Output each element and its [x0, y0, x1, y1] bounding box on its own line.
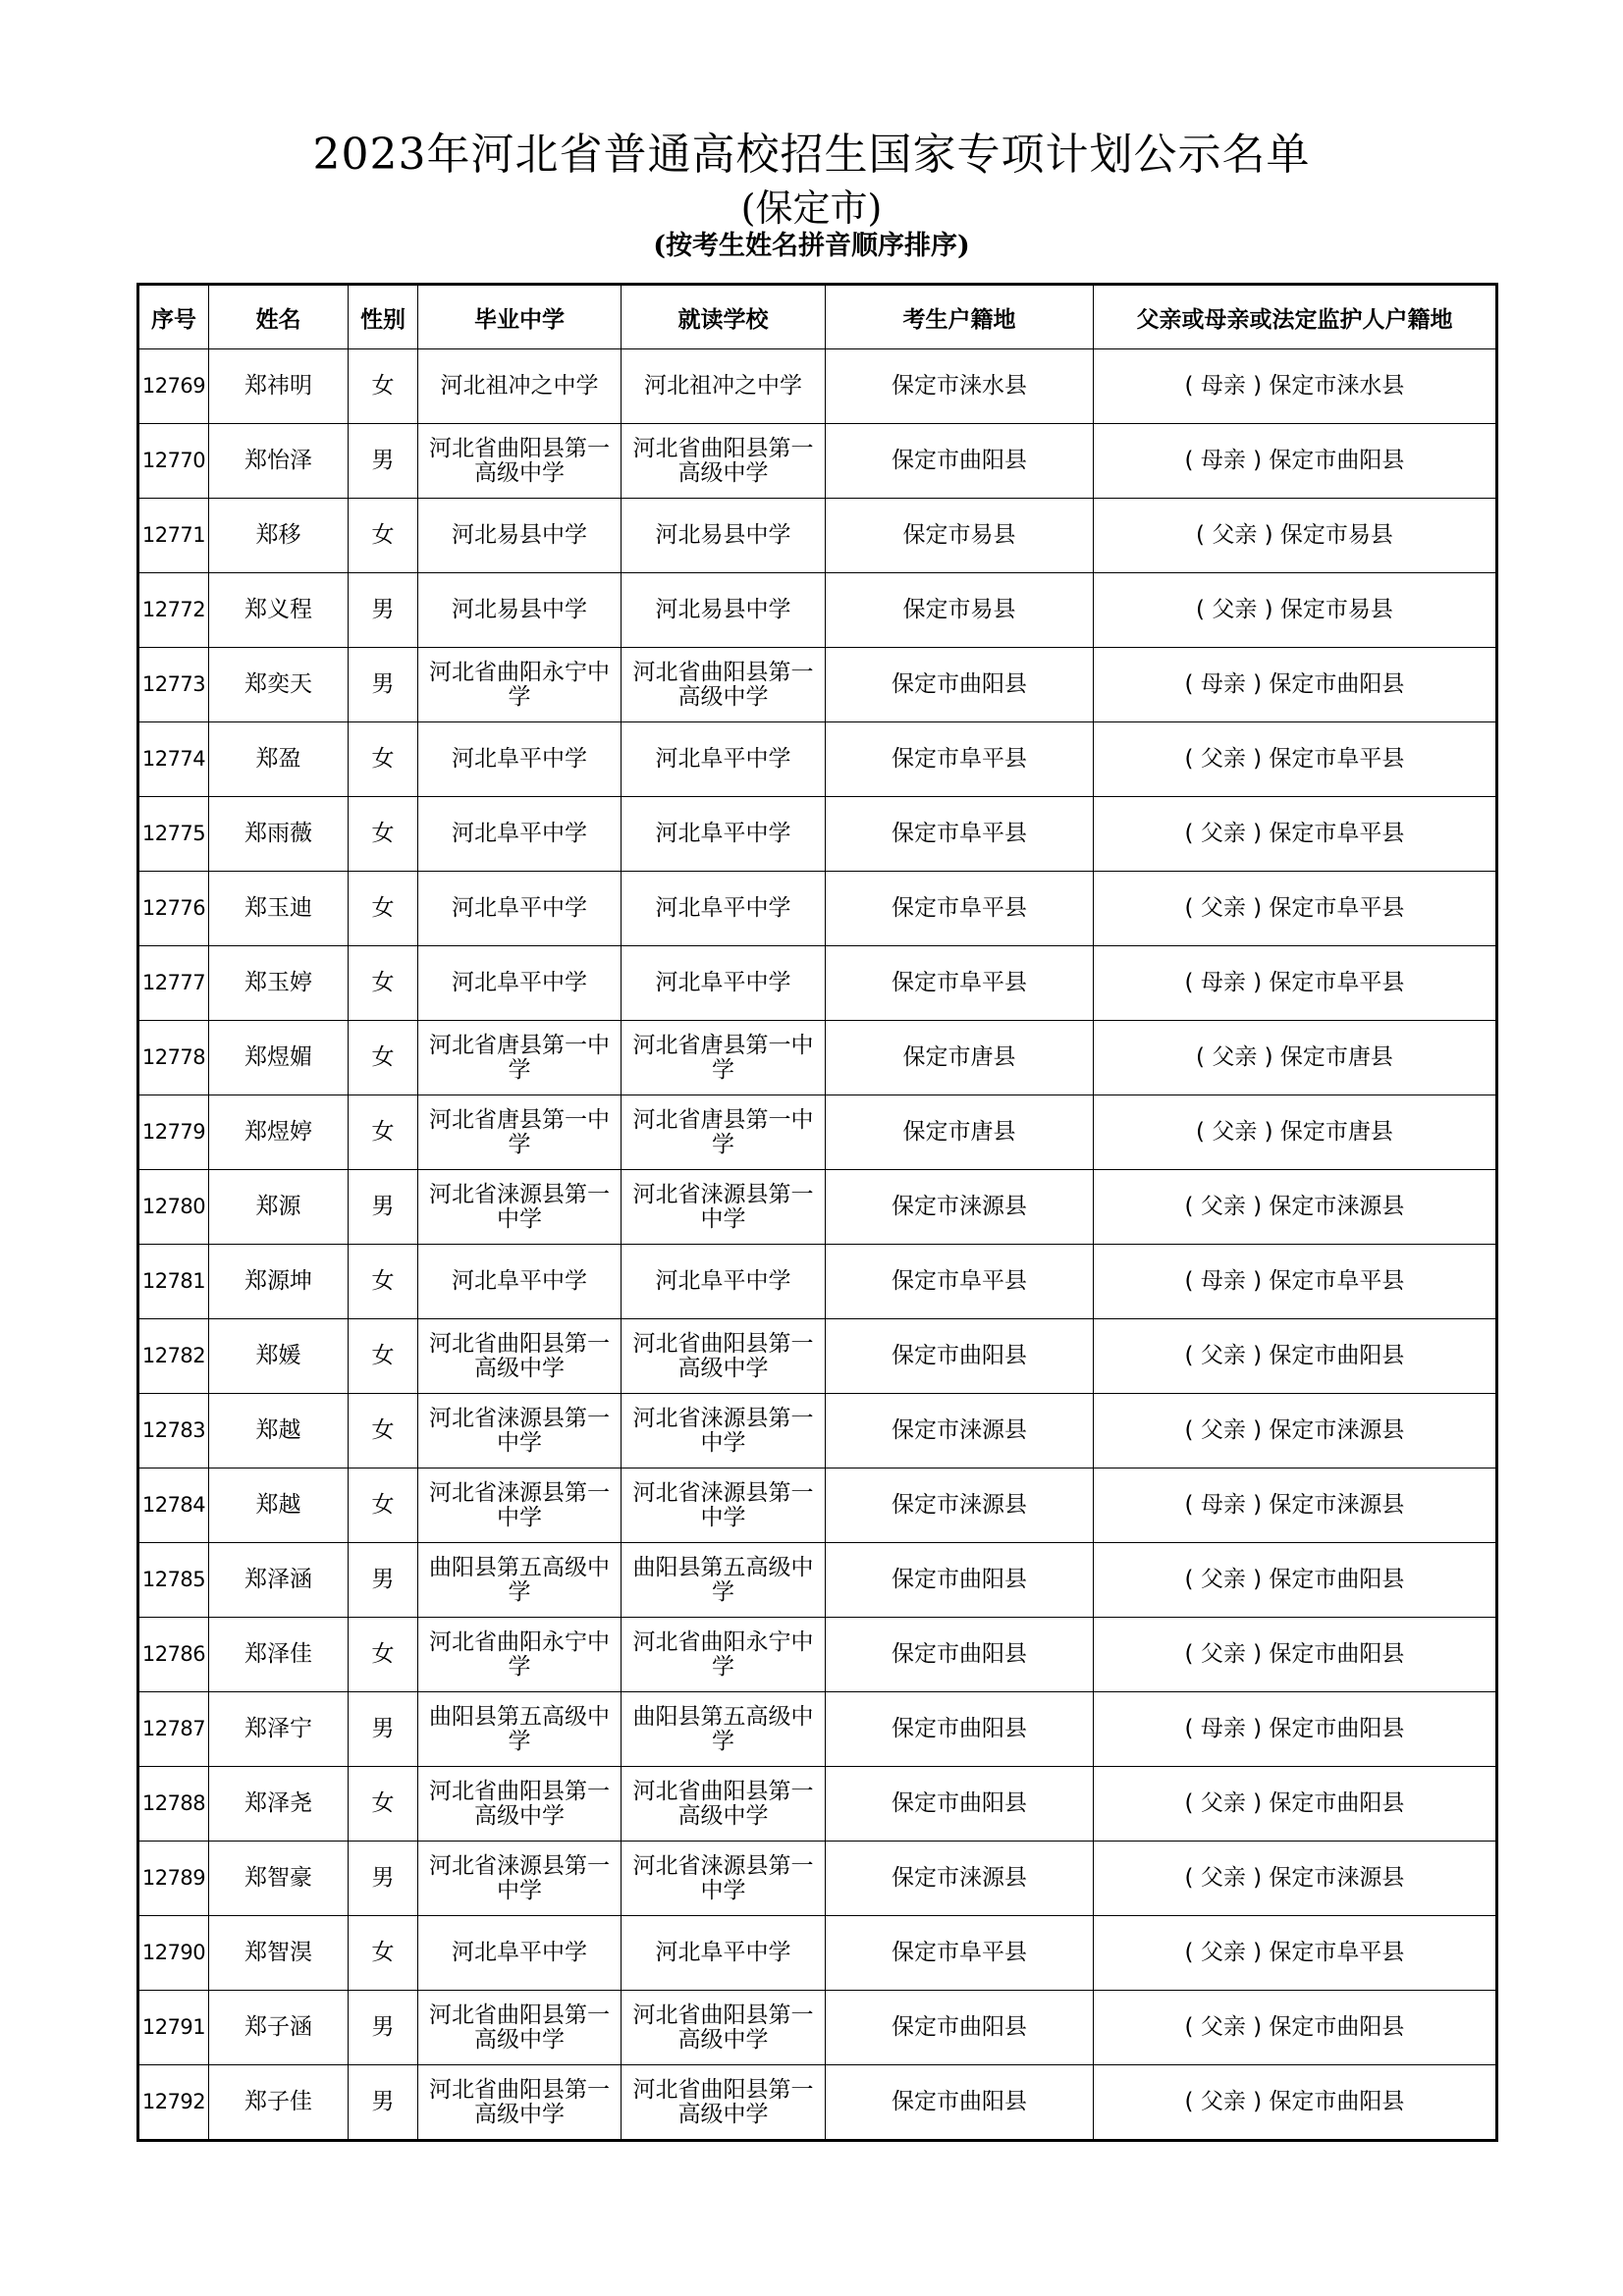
cell-guardian-residence: ( 父亲 ) 保定市易县: [1094, 573, 1497, 648]
table-row: [138, 872, 1497, 946]
cell-name: 郑雨薇: [209, 797, 349, 872]
cell-name: 郑泽宁: [209, 1692, 349, 1767]
cell-seq: 12787: [138, 1692, 209, 1767]
cell-seq: 12781: [138, 1245, 209, 1319]
cell-seq: 12772: [138, 573, 209, 648]
cell-gender: 女: [349, 1767, 418, 1842]
cell-residence: 保定市曲阳县: [826, 1692, 1094, 1767]
header-residence: 考生户籍地: [826, 285, 1094, 349]
cell-residence: 保定市阜平县: [826, 872, 1094, 946]
cell-residence: 保定市涞源县: [826, 1842, 1094, 1916]
cell-residence: 保定市阜平县: [826, 797, 1094, 872]
table-row: [138, 1767, 1497, 1842]
cell-study-school: 河北易县中学: [622, 499, 826, 573]
cell-name: 郑移: [209, 499, 349, 573]
cell-guardian-residence: ( 母亲 ) 保定市涞源县: [1094, 1468, 1497, 1543]
cell-residence: 保定市阜平县: [826, 946, 1094, 1021]
table-row: [138, 648, 1497, 722]
table-row: [138, 1618, 1497, 1692]
cell-study-school: 河北省涞源县第一中学: [622, 1170, 826, 1245]
cell-guardian-residence: ( 父亲 ) 保定市涞源县: [1094, 1170, 1497, 1245]
cell-residence: 保定市曲阳县: [826, 1543, 1094, 1618]
cell-grad-school: 曲阳县第五高级中学: [418, 1692, 622, 1767]
cell-seq: 12777: [138, 946, 209, 1021]
table-row: [138, 1543, 1497, 1618]
cell-grad-school: 河北省曲阳县第一高级中学: [418, 1319, 622, 1394]
cell-grad-school: 河北阜平中学: [418, 1245, 622, 1319]
cell-gender: 女: [349, 1916, 418, 1991]
cell-grad-school: 河北省唐县第一中学: [418, 1021, 622, 1095]
cell-grad-school: 河北省曲阳永宁中学: [418, 648, 622, 722]
cell-study-school: 曲阳县第五高级中学: [622, 1692, 826, 1767]
cell-guardian-residence: ( 父亲 ) 保定市曲阳县: [1094, 1543, 1497, 1618]
cell-gender: 女: [349, 1468, 418, 1543]
table-row: [138, 797, 1497, 872]
table-row: [138, 1095, 1497, 1170]
cell-study-school: 河北省涞源县第一中学: [622, 1468, 826, 1543]
table-header-row: [138, 285, 1497, 349]
cell-grad-school: 河北省涞源县第一中学: [418, 1170, 622, 1245]
cell-guardian-residence: ( 父亲 ) 保定市阜平县: [1094, 797, 1497, 872]
cell-guardian-residence: ( 父亲 ) 保定市曲阳县: [1094, 1618, 1497, 1692]
cell-grad-school: 河北祖冲之中学: [418, 349, 622, 424]
cell-study-school: 河北省唐县第一中学: [622, 1021, 826, 1095]
cell-study-school: 河北省曲阳县第一高级中学: [622, 1319, 826, 1394]
cell-name: 郑泽涵: [209, 1543, 349, 1618]
cell-study-school: 河北省曲阳县第一高级中学: [622, 1767, 826, 1842]
cell-name: 郑子涵: [209, 1991, 349, 2065]
cell-seq: 12791: [138, 1991, 209, 2065]
cell-study-school: 河北阜平中学: [622, 797, 826, 872]
table-row: [138, 946, 1497, 1021]
cell-study-school: 河北省曲阳县第一高级中学: [622, 424, 826, 499]
table-row: [138, 1916, 1497, 1991]
table-row: [138, 1991, 1497, 2065]
cell-residence: 保定市阜平县: [826, 1245, 1094, 1319]
cell-residence: 保定市涞水县: [826, 349, 1094, 424]
cell-guardian-residence: ( 父亲 ) 保定市曲阳县: [1094, 2065, 1497, 2141]
cell-grad-school: 河北阜平中学: [418, 1916, 622, 1991]
cell-seq: 12790: [138, 1916, 209, 1991]
cell-seq: 12783: [138, 1394, 209, 1468]
cell-grad-school: 河北省曲阳县第一高级中学: [418, 1991, 622, 2065]
cell-seq: 12778: [138, 1021, 209, 1095]
cell-gender: 男: [349, 1170, 418, 1245]
cell-grad-school: 河北省曲阳县第一高级中学: [418, 2065, 622, 2141]
page-subtitle: (保定市): [740, 187, 883, 230]
header-name: 姓名: [209, 285, 349, 349]
cell-study-school: 河北阜平中学: [622, 872, 826, 946]
table-row: [138, 1170, 1497, 1245]
cell-guardian-residence: ( 父亲 ) 保定市曲阳县: [1094, 1319, 1497, 1394]
cell-study-school: 河北省曲阳永宁中学: [622, 1618, 826, 1692]
cell-gender: 女: [349, 499, 418, 573]
header-guardian-residence: 父亲或母亲或法定监护人户籍地: [1094, 285, 1497, 349]
cell-seq: 12782: [138, 1319, 209, 1394]
table-row: [138, 1245, 1497, 1319]
cell-grad-school: 河北省涞源县第一中学: [418, 1842, 622, 1916]
cell-residence: 保定市曲阳县: [826, 1991, 1094, 2065]
cell-grad-school: 河北阜平中学: [418, 872, 622, 946]
cell-name: 郑源坤: [209, 1245, 349, 1319]
cell-residence: 保定市阜平县: [826, 1916, 1094, 1991]
header-gender: 性别: [349, 285, 418, 349]
cell-grad-school: 河北易县中学: [418, 499, 622, 573]
cell-gender: 女: [349, 872, 418, 946]
cell-gender: 男: [349, 573, 418, 648]
cell-study-school: 河北省曲阳县第一高级中学: [622, 2065, 826, 2141]
cell-name: 郑媛: [209, 1319, 349, 1394]
cell-guardian-residence: ( 父亲 ) 保定市唐县: [1094, 1021, 1497, 1095]
cell-seq: 12774: [138, 722, 209, 797]
cell-gender: 女: [349, 797, 418, 872]
cell-name: 郑越: [209, 1394, 349, 1468]
cell-guardian-residence: ( 父亲 ) 保定市曲阳县: [1094, 1991, 1497, 2065]
cell-name: 郑煜媚: [209, 1021, 349, 1095]
cell-residence: 保定市曲阳县: [826, 424, 1094, 499]
cell-residence: 保定市易县: [826, 573, 1094, 648]
cell-study-school: 河北省曲阳县第一高级中学: [622, 1991, 826, 2065]
cell-guardian-residence: ( 父亲 ) 保定市涞源县: [1094, 1394, 1497, 1468]
cell-name: 郑盈: [209, 722, 349, 797]
cell-guardian-residence: ( 母亲 ) 保定市阜平县: [1094, 946, 1497, 1021]
cell-name: 郑越: [209, 1468, 349, 1543]
cell-seq: 12785: [138, 1543, 209, 1618]
cell-name: 郑源: [209, 1170, 349, 1245]
cell-name: 郑义程: [209, 573, 349, 648]
cell-seq: 12786: [138, 1618, 209, 1692]
cell-seq: 12792: [138, 2065, 209, 2141]
cell-residence: 保定市曲阳县: [826, 1618, 1094, 1692]
cell-study-school: 河北省唐县第一中学: [622, 1095, 826, 1170]
cell-guardian-residence: ( 母亲 ) 保定市涞水县: [1094, 349, 1497, 424]
cell-study-school: 曲阳县第五高级中学: [622, 1543, 826, 1618]
cell-name: 郑怡泽: [209, 424, 349, 499]
cell-gender: 男: [349, 1842, 418, 1916]
cell-grad-school: 河北省曲阳县第一高级中学: [418, 424, 622, 499]
cell-study-school: 河北省涞源县第一中学: [622, 1842, 826, 1916]
cell-residence: 保定市曲阳县: [826, 1319, 1094, 1394]
cell-guardian-residence: ( 父亲 ) 保定市阜平县: [1094, 1916, 1497, 1991]
cell-gender: 男: [349, 648, 418, 722]
page-title: 2023年河北省普通高校招生国家专项计划公示名单: [312, 130, 1311, 180]
cell-seq: 12789: [138, 1842, 209, 1916]
cell-residence: 保定市阜平县: [826, 722, 1094, 797]
cell-seq: 12769: [138, 349, 209, 424]
cell-gender: 女: [349, 349, 418, 424]
table-row: [138, 2065, 1497, 2141]
cell-gender: 男: [349, 1991, 418, 2065]
cell-grad-school: 河北易县中学: [418, 573, 622, 648]
cell-name: 郑祎明: [209, 349, 349, 424]
cell-seq: 12779: [138, 1095, 209, 1170]
cell-study-school: 河北阜平中学: [622, 1916, 826, 1991]
cell-guardian-residence: ( 母亲 ) 保定市阜平县: [1094, 1245, 1497, 1319]
cell-gender: 男: [349, 1543, 418, 1618]
cell-gender: 女: [349, 1021, 418, 1095]
cell-name: 郑玉婷: [209, 946, 349, 1021]
cell-residence: 保定市涞源县: [826, 1468, 1094, 1543]
cell-name: 郑智淏: [209, 1916, 349, 1991]
cell-name: 郑玉迪: [209, 872, 349, 946]
cell-guardian-residence: ( 母亲 ) 保定市曲阳县: [1094, 424, 1497, 499]
cell-grad-school: 河北省涞源县第一中学: [418, 1394, 622, 1468]
cell-seq: 12784: [138, 1468, 209, 1543]
cell-seq: 12775: [138, 797, 209, 872]
table-row: [138, 499, 1497, 573]
table-body: [138, 349, 1497, 2141]
cell-grad-school: 曲阳县第五高级中学: [418, 1543, 622, 1618]
cell-study-school: 河北阜平中学: [622, 722, 826, 797]
cell-seq: 12788: [138, 1767, 209, 1842]
cell-name: 郑煜婷: [209, 1095, 349, 1170]
cell-residence: 保定市易县: [826, 499, 1094, 573]
cell-name: 郑智豪: [209, 1842, 349, 1916]
cell-name: 郑奕天: [209, 648, 349, 722]
cell-gender: 女: [349, 946, 418, 1021]
roster-table: [136, 283, 1498, 2142]
cell-gender: 男: [349, 424, 418, 499]
cell-grad-school: 河北阜平中学: [418, 797, 622, 872]
cell-study-school: 河北省涞源县第一中学: [622, 1394, 826, 1468]
cell-name: 郑泽尧: [209, 1767, 349, 1842]
cell-guardian-residence: ( 父亲 ) 保定市阜平县: [1094, 872, 1497, 946]
cell-seq: 12770: [138, 424, 209, 499]
table-row: [138, 349, 1497, 424]
cell-gender: 女: [349, 1319, 418, 1394]
cell-grad-school: 河北省曲阳永宁中学: [418, 1618, 622, 1692]
cell-grad-school: 河北阜平中学: [418, 722, 622, 797]
table-row: [138, 1021, 1497, 1095]
cell-gender: 男: [349, 1692, 418, 1767]
table-row: [138, 1468, 1497, 1543]
cell-guardian-residence: ( 父亲 ) 保定市曲阳县: [1094, 1767, 1497, 1842]
table-row: [138, 1692, 1497, 1767]
cell-gender: 女: [349, 1394, 418, 1468]
sort-note: (按考生姓名拼音顺序排序): [653, 231, 970, 261]
table-row: [138, 573, 1497, 648]
table-row: [138, 1319, 1497, 1394]
cell-study-school: 河北祖冲之中学: [622, 349, 826, 424]
cell-guardian-residence: ( 母亲 ) 保定市曲阳县: [1094, 1692, 1497, 1767]
cell-grad-school: 河北省唐县第一中学: [418, 1095, 622, 1170]
cell-grad-school: 河北省涞源县第一中学: [418, 1468, 622, 1543]
cell-residence: 保定市曲阳县: [826, 2065, 1094, 2141]
cell-residence: 保定市曲阳县: [826, 648, 1094, 722]
cell-guardian-residence: ( 母亲 ) 保定市曲阳县: [1094, 648, 1497, 722]
table-row: [138, 722, 1497, 797]
cell-grad-school: 河北省曲阳县第一高级中学: [418, 1767, 622, 1842]
cell-study-school: 河北阜平中学: [622, 946, 826, 1021]
cell-gender: 女: [349, 1618, 418, 1692]
cell-seq: 12773: [138, 648, 209, 722]
cell-residence: 保定市涞源县: [826, 1170, 1094, 1245]
cell-gender: 男: [349, 2065, 418, 2141]
cell-grad-school: 河北阜平中学: [418, 946, 622, 1021]
table-row: [138, 1842, 1497, 1916]
header-study-school: 就读学校: [622, 285, 826, 349]
cell-seq: 12771: [138, 499, 209, 573]
cell-gender: 女: [349, 722, 418, 797]
cell-gender: 女: [349, 1245, 418, 1319]
cell-study-school: 河北阜平中学: [622, 1245, 826, 1319]
cell-residence: 保定市唐县: [826, 1095, 1094, 1170]
cell-residence: 保定市涞源县: [826, 1394, 1094, 1468]
cell-guardian-residence: ( 父亲 ) 保定市易县: [1094, 499, 1497, 573]
cell-gender: 女: [349, 1095, 418, 1170]
cell-study-school: 河北易县中学: [622, 573, 826, 648]
table-row: [138, 424, 1497, 499]
cell-seq: 12776: [138, 872, 209, 946]
cell-guardian-residence: ( 父亲 ) 保定市唐县: [1094, 1095, 1497, 1170]
header-seq: 序号: [138, 285, 209, 349]
cell-guardian-residence: ( 父亲 ) 保定市阜平县: [1094, 722, 1497, 797]
cell-residence: 保定市曲阳县: [826, 1767, 1094, 1842]
cell-seq: 12780: [138, 1170, 209, 1245]
cell-name: 郑泽佳: [209, 1618, 349, 1692]
cell-study-school: 河北省曲阳县第一高级中学: [622, 648, 826, 722]
cell-name: 郑子佳: [209, 2065, 349, 2141]
cell-guardian-residence: ( 父亲 ) 保定市涞源县: [1094, 1842, 1497, 1916]
table-row: [138, 1394, 1497, 1468]
header-grad-school: 毕业中学: [418, 285, 622, 349]
cell-residence: 保定市唐县: [826, 1021, 1094, 1095]
